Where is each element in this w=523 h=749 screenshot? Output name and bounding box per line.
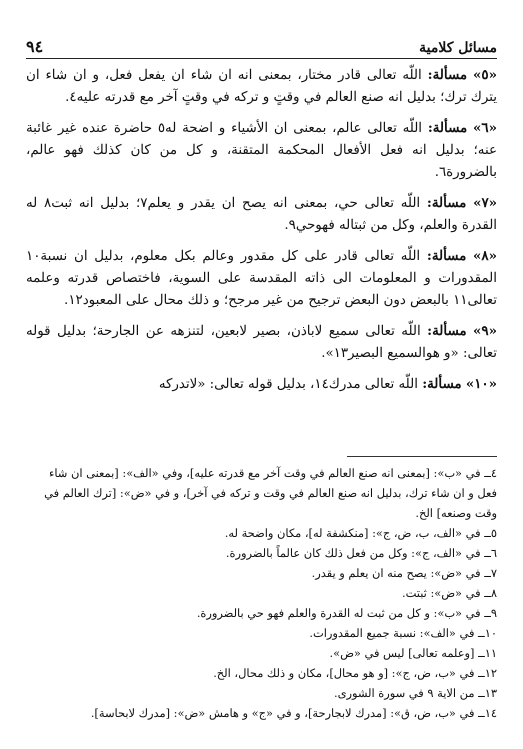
footnote: ١٤ــ في «ب، ض، ق»: [مدرك لابجارحة]، و في «ج» و هامش «ض»: [مدرك لابحاسة]. xyxy=(90,706,497,720)
issue-number: «٥» xyxy=(473,67,497,83)
issue-paragraph xyxy=(26,245,497,312)
issue-paragraph xyxy=(26,320,497,365)
main-text xyxy=(26,64,497,450)
footnote: ٥ــ في «الف، ب، ض، ج»: [منكشفة له]، مكان واضحة له. xyxy=(224,526,497,540)
issue-text: اللّه تعالى مدرك١٤، بدليل قوله تعالى: «لاتدركه xyxy=(158,377,418,392)
issue-keyword: مسألة: xyxy=(426,195,467,211)
issue-keyword: مسألة: xyxy=(427,67,468,83)
footnote: ٤ــ في «ب»: [بمعنى انه صنع العالم في وقت آخر مع قدرته عليه]، وفي «الف»: [بمعنى ان شاء فعل و ان شاء ترك، بدليل انه صنع العالم في وقت و تركه في آخر]، و في «ض»: [ترك العالم في وقت وصنعه] الخ. xyxy=(44,466,497,520)
issue-number: «١٠» xyxy=(465,376,497,392)
issue-keyword: مسألة: xyxy=(427,323,467,339)
issue-text: اللّه تعالى قادر مختار، بمعنى انه ان شاء ان يفعل فعل، و ان شاء ان يترك ترك؛ بدليل انه صنع العالم في وقتٍ و تركه في وقتٍ آخر مع قدرته عليه٤. xyxy=(26,68,497,105)
footnotes xyxy=(26,463,497,733)
issue-number: «٨» xyxy=(473,248,497,264)
page-number: ٩٤ xyxy=(26,37,44,56)
footnote: ١٠ــ في «الف»: نسبة جميع المقدورات. xyxy=(309,626,497,640)
issue-number: «٩» xyxy=(473,323,497,339)
issue-text: اللّه تعالى حي، بمعنى انه يصح ان يقدر و يعلم٧؛ بدليل انه ثبت٨ له القدرة والعلم، وكل من ثبتاله فهوحي٩. xyxy=(26,196,497,233)
running-title: مسائل كلامية xyxy=(419,40,497,56)
footnote-rule xyxy=(347,456,497,457)
issue-paragraph xyxy=(26,117,497,184)
issue-text: اللّه تعالى عالم، بمعنى ان الأشياء و اضحة له٥ حاضرة عنده غير غائبة عنه؛ بدليل انه فعل الأفعال المحكمة المتقنة، و كل من كان كذلك فهو عالم، بالضرورة٦. xyxy=(26,121,497,180)
page-header xyxy=(26,30,497,56)
issue-number: «٦» xyxy=(473,120,497,136)
footnote: ٦ــ في «الف، ج»: وكل من فعل ذلك كان عالماً بالضرورة. xyxy=(225,546,497,560)
footnote: ٩ــ في «ب»: و كل من ثبت له القدرة والعلم فهو حي بالضرورة. xyxy=(196,606,497,620)
issue-keyword: مسألة: xyxy=(426,248,467,264)
issue-number: «٧» xyxy=(473,195,497,211)
footnote: ١٢ــ في «ب، ض، ج»: [و هو محال]، مكان و ذلك محال، الخ. xyxy=(213,666,497,680)
issue-text: اللّه تعالى قادر على كل مقدور وعالم بكل معلوم، بدليل ان نسبة١٠ المقدورات و المعلومات الى ذاته المقدسة على السوية، فاختصاص قدرته وعلمه تعالى١١ بالبعض دون البعض ترجيح من غير مرجح؛ و ذلك محال على المعبود١٢. xyxy=(26,249,497,308)
issue-keyword: مسألة: xyxy=(427,120,468,136)
footnote: ١١ــ [وعلمه تعالى] ليس في «ض». xyxy=(329,646,497,660)
footnote: ١٣ــ من الاية ٩ في سورة الشورى. xyxy=(333,686,497,700)
footnote: ٧ــ في «ض»: يصح منه ان يعلم و يقدر. xyxy=(311,566,497,580)
issue-text: اللّه تعالى سميع لاباذن، بصير لابعين، لتنزهه عن الجارحة؛ بدليل قوله تعالى: «و هوالسميع البصير١٣». xyxy=(26,324,497,361)
issue-paragraph xyxy=(26,373,497,396)
issue-paragraph xyxy=(26,64,497,109)
issue-keyword: مسألة: xyxy=(422,376,462,392)
header-rule xyxy=(26,58,497,59)
footnote: ٨ــ في «ض»: ثبتت. xyxy=(402,586,497,600)
issue-paragraph xyxy=(26,192,497,237)
